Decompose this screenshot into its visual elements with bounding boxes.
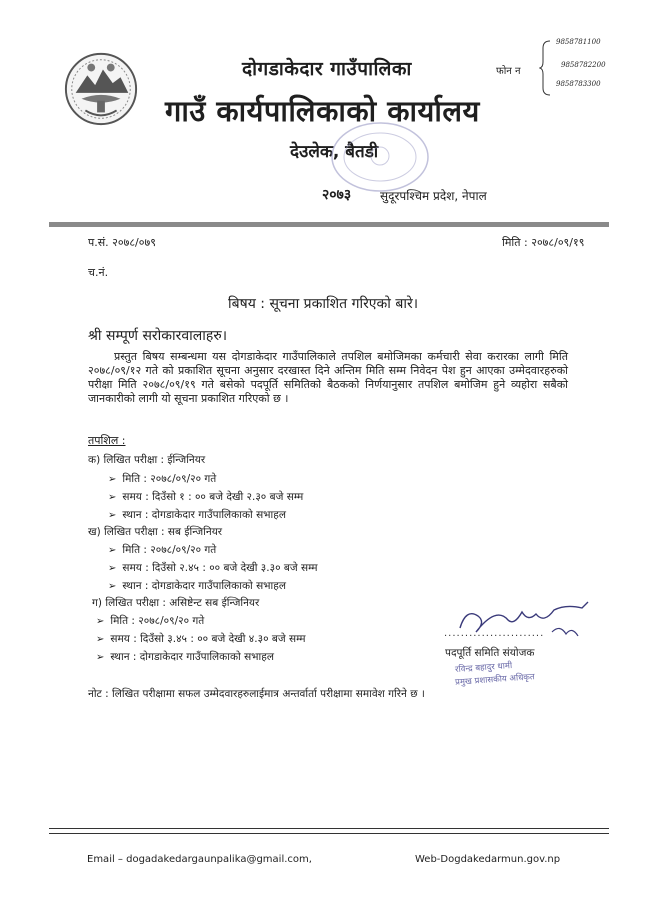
list-item: ➢ मिति : २०७८/०९/२० गते [108,473,217,485]
office-place: देउलेक, बैतडी [290,142,379,162]
dispatch-number: च.नं. [88,266,109,279]
arrow-bullet-icon: ➢ [108,510,117,521]
list-item: ➢ स्थान : दोगडाकेदार गाउँपालिकाको सभाहल [108,509,286,521]
footer-divider-top [49,828,609,829]
arrow-bullet-icon: ➢ [108,563,117,574]
header-divider [49,222,609,227]
arrow-bullet-icon: ➢ [96,616,105,627]
reference-number: प.सं. २०७८/०७९ [88,236,156,249]
note: नोट : लिखित परीक्षामा सफल उम्मेदवारहरुलाईमात्र अन्तर्वार्ता परीक्षामा समावेश गरिने छ । [88,688,425,700]
section-title: क) लिखित परीक्षा : ईन्जिनियर [88,454,206,466]
established-year: २०७३ [322,187,352,203]
phone-number-2: 9858782200 [561,61,606,69]
section-title: ख) लिखित परीक्षा : सब ईन्जिनियर [88,526,223,538]
list-item: ➢ मिति : २०७८/०९/२० गते [108,544,217,556]
office-name: गाउँ कार्यपालिकाको कार्यालय [165,94,480,128]
section-title: ग) लिखित परीक्षा : असिष्टेन्ट सब ईन्जिनियर [92,597,260,609]
addressee: श्री सम्पूर्ण सरोकारवालाहरु। [88,328,228,344]
list-item: ➢ मिति : २०७८/०९/२० गते [96,615,205,627]
footer-website: Web-Dogdakedarmun.gov.np [415,854,561,865]
list-item: ➢ स्थान : दोगडाकेदार गाउँपालिकाको सभाहल [108,580,286,592]
arrow-bullet-icon: ➢ [96,652,105,663]
signature-line: ........................ [444,628,545,639]
officer-stamp-name: रविन्द्र बहादुर धामी [454,661,513,675]
list-item: ➢ समय : दिउँसो २.४५ : ०० बजे देखी ३.३० बजे सम्म [108,562,318,574]
municipality-name: दोगडाकेदार गाउँपालिका [242,58,412,80]
arrow-bullet-icon: ➢ [108,545,117,556]
officer-stamp-title: प्रमुख प्रशासकीय अधिकृत [454,672,536,688]
phone-number-1: 9858781100 [556,38,601,46]
arrow-bullet-icon: ➢ [96,634,105,645]
letter-subject: बिषय : सूचना प्रकाशित गरिएको बारे। [228,296,419,312]
details-label: तपशिल : [88,434,126,447]
list-item: ➢ स्थान : दोगडाकेदार गाउँपालिकाको सभाहल [96,651,274,663]
arrow-bullet-icon: ➢ [108,474,117,485]
phone-label: फोन न [496,66,521,77]
province: सुदूरपश्चिम प्रदेश, नेपाल [380,189,487,203]
nepal-government-emblem-icon [62,50,140,128]
phone-number-3: 9858783300 [556,80,601,88]
brace-icon [539,40,551,96]
footer-email: Email – dogadakedargaunpalika@gmail.com, [87,854,312,865]
body-paragraph: प्रस्तुत बिषय सम्बन्धमा यस दोगडाकेदार गाउँपालिकाले तपशिल बमोजिमका कर्मचारी सेवा करारका लागी मिति २०७८/०९/१२ गते को प्रकाशित सूचना अनुसार दरखास्त दिने अन्तिम मिति सम्म निवेदन पेश हुन आएका उम्मेदवारहरुको परीक्षा मिति २०७८/०९/१९ गते बसेको पदपूर्ति समितिको बैठकको निर्णयानुसार तपशिल बमोजिम हुने व्यहोरा सबैको जानकारीको लागी यो सूचना प्रकाशित गरिएको छ । [88,350,568,405]
list-item: ➢ समय : दिउँसो ३.४५ : ०० बजे देखी ४.३० बजे सम्म [96,633,306,645]
signature-title: पदपूर्ति समिति संयोजक [445,647,535,659]
office-stamp-icon [328,118,432,196]
letter-date: मिति : २०७८/०९/१९ [502,236,585,249]
arrow-bullet-icon: ➢ [108,492,117,503]
arrow-bullet-icon: ➢ [108,581,117,592]
list-item: ➢ समय : दिउँसो १ : ०० बजे देखी २.३० बजे सम्म [108,491,304,503]
footer-divider-bottom [49,833,609,834]
